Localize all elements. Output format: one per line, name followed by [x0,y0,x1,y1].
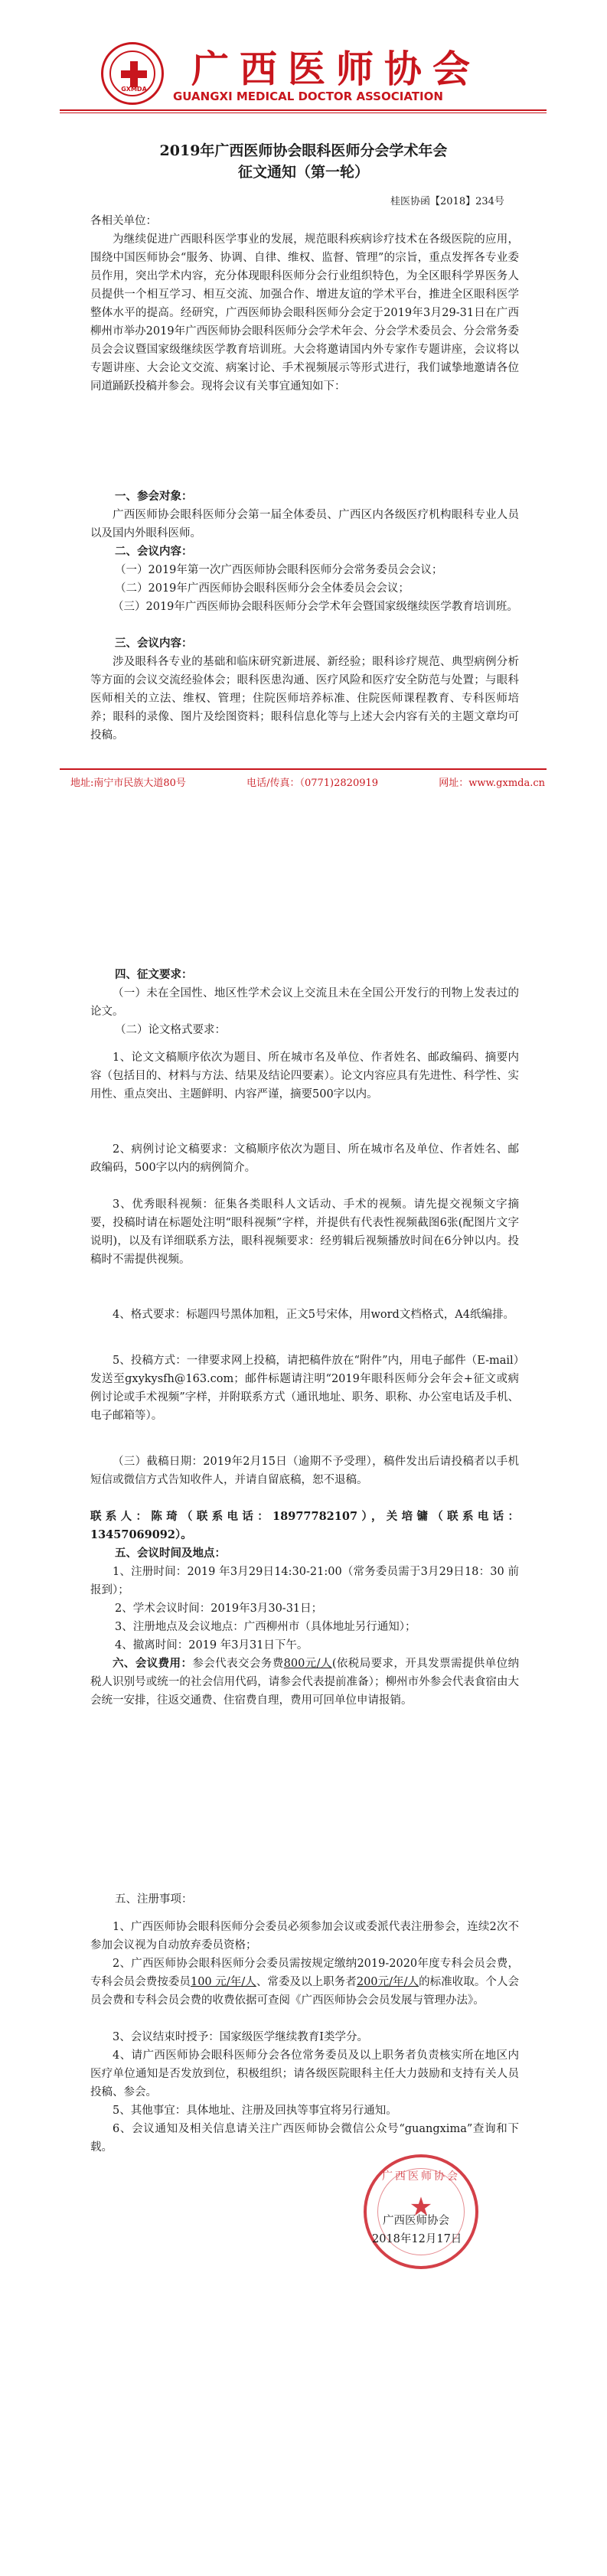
association-name-cn: 广西医师协会 [191,47,481,91]
signature-date: 2018年12月17日 [372,2233,462,2245]
member-dues: 100 元/年/人 [190,1976,256,1988]
seal-text: 广西医师协会 [382,2170,460,2183]
association-name-en: GUANGXI MEDICAL DOCTOR ASSOCIATION [173,90,443,103]
section-4-heading: 四、征文要求： [115,968,193,981]
schedule-item: 1、注册时间：2019 年3月29日14:30-21:00（常务委员需于3月29日18：30 前报到）； [90,1566,519,1596]
signature-org: 广西医师协会 [383,2215,449,2227]
section-6-fees [90,1655,519,1710]
section-2-heading: 二、会议内容： [115,545,193,558]
registration-item: 4、请广西医师协会眼科医师分会各位常务委员及以上职务者负责核实所在地区内医疗单位通知是否发放到位，积极组织；请各级医院眼科主任大力鼓励和支持有关人员投稿、参会。 [90,2049,519,2098]
registration-item: 1、广西医师协会眼科医师分会委员必须参加会议或委派代表注册参会，连续2次不参加会议视为自动放弃委员资格； [90,1921,519,1952]
footer-address: 地址:南宁市民族大道80号 [70,778,186,789]
intro-paragraph: 为继续促进广西眼科医学事业的发展，规范眼科疾病诊疗技术在各级医院的应用，围绕中国医师协会“服务、协调、自律、维权、监督、管理”的宗旨，重点发挥各专业委员作用，突出学术内容，充分体现眼科医师分会行业组织特色，为全区眼科学界医务人员提供一个相互学习、相互交流、加强合作、增进友谊的学术平台，推进全区眼科医学整体水平的提高。经研究，广西医师协会眼科医师分会定于2019年3月29-31日在广西柳州市举办2019年广西医师协会眼科医师分会学术年会、分会学术委员会、分会常务委员会会议暨国家级继续医学教育培训班。大会将邀请国内外专家作专题讲座，会议将以专题讲座、大会论文交流、病案讨论、手术视频展示等形式进行，我们诚挚地邀请各位同道踊跃投稿并参会。现将会议有关事宜通知如下： [90,233,519,393]
section-4-style-format: 4、格式要求：标题四号黑体加粗，正文5号宋体，用word文档格式，A4纸编排。 [113,1309,514,1321]
section-4-video-format: 3、优秀眼科视频：征集各类眼科人文话动、手术的视频。请先提交视频文字摘要，投稿时请在标题处注明“眼科视频”字样，并提供有代表性视频截图6张(配图片文字说明)，以及有详细联系方法，眼科视频要求：经剪辑后视频播放时间在6分钟以内。投稿时不需提供视频。 [90,1198,519,1266]
section-6-heading: 六、会议费用： [113,1657,193,1670]
section-4-submission: 5、投稿方式：一律要求网上投稿，请把稿件放在“附件”内，用电子邮件（E-mail）发送至gxykysfh@163.com；邮件标题请注明“2019年眼科医师分会年会+征文或病例讨论或手术视频”字样，并附联系方式（通讯地址、职务、职称、办公室电话及手机、电子邮箱等）。 [90,1355,519,1422]
fee-text-post: (依税局要求，开具发票需提供单位纳税人识别号或统一的社会信用代码，请参会代表提前准备）；柳州市外参会代表食宿由大会统一安排，往返交通费、住宿费自理，费用可回单位申请报销。 [90,1658,520,1707]
executive-dues: 200元/年/人 [356,1976,419,1988]
registration-item [90,1955,519,2010]
header-divider [60,109,547,111]
fee-text-pre: 参会代表交会务费 [192,1658,284,1670]
star-icon: ★ [409,2192,433,2222]
section-4-case-format: 2、病例讨论文稿要求：文稿顺序依次为题目、所在城市名及单位、作者姓名、邮政编码，500字以内的病例简介。 [90,1143,519,1174]
registration-item: 6、会议通知及相关信息请关注广西医师协会微信公众号“guangxima”查询和下载。 [90,2123,519,2154]
schedule-item: 2、学术会议时间：2019年3月30-31日； [115,1603,323,1615]
registration-item: 3、会议结束时授予：国家级医学继续教育I类学分。 [113,2031,368,2043]
dues-text: 的标准收取。个人会员会费和专科会员会费的收费依据可查阅《广西医师协会会员发展与管理办法》。 [90,1976,520,2007]
registration-item: 5、其他事宜：具体地址、注册及回执等事宜将另行通知。 [113,2105,397,2117]
dues-text: 、常委及以上职务者 [256,1976,357,1988]
document-number: 桂医协函【2018】234号 [390,196,504,207]
section-2-item: （三）2019年广西医师协会眼科医师分会学术年会暨国家级继续医学教育培训班。 [113,601,518,613]
section-4-deadline: （三）截稿日期：2019年2月15日（逾期不予受理），稿件发出后请投稿者以手机短信或微信方式告知收件人，并请自留底稿，恕不退稿。 [90,1456,519,1486]
section-5-heading: 五、会议时间及地点： [115,1547,226,1560]
section-2-item: （二）2019年广西医师协会眼科医师分会全体委员会会议； [115,582,410,595]
footer-divider [60,768,547,770]
logo-abbreviation: GXMDA [121,86,147,93]
section-4-requirement-1: （一）未在全国性、地区性学术会议上交流且未在全国公开发行的刊物上发表过的论文。 [90,987,519,1018]
section-4-format-heading: （二）论文格式要求： [115,1024,226,1036]
section-1-heading: 一、参会对象： [115,490,193,503]
footer-website: 网址：www.gxmda.cn [439,778,545,789]
salutation: 各相关单位： [90,215,157,227]
notice-title: 2019年广西医师协会眼科医师分会学术年会 [159,142,448,159]
section-4-paper-format: 1、论文文稿顺序依次为题目、所在城市名及单位、作者姓名、邮政编码、摘要内容（包括目的、材料与方法、结果及结论四要素）。论文内容应具有先进性、科学性、实用性、重点突出、主题鲜明、内容严谨，摘要500字以内。 [90,1052,519,1101]
header-divider-thin [60,112,547,113]
section-7-heading: 五、注册事项： [115,1893,193,1906]
notice-subtitle: 征文通知（第一轮） [237,164,369,181]
logo-ring [109,51,155,96]
fee-amount: 800元/人 [283,1658,332,1670]
section-3-heading: 三、会议内容： [115,637,193,650]
section-3-text: 涉及眼科各专业的基础和临床研究新进展、新经验；眼科诊疗规范、典型病例分析等方面的会议交流经验体会；眼科医患沟通、医疗风险和医疗安全防范与处置；与眼科医师相关的立法、维权、管理；住院医师培养标准、住院医师课程教育、专科医师培养；眼科的录像、图片及绘图资料；眼科信息化等与上述大会内容有关的主题文章均可投稿。 [90,656,519,742]
footer-fax: 电话/传真：（0771)2820919 [246,778,379,789]
section-4-contacts: 联系人：陈琦（联系电话：18977782107），关培镛（联系电话：13457069092）。 [90,1510,519,1541]
section-1-text: 广西医师协会眼科医师分会第一届全体委员、广西区内各级医疗机构眼科专业人员以及国内外眼科医师。 [90,509,519,540]
schedule-item: 3、注册地点及会议地点：广西柳州市（具体地址另行通知）； [115,1621,416,1633]
association-logo [101,42,164,105]
page-footer [70,774,545,789]
cross-icon-bar [121,70,147,78]
dues-text: 2、广西医师协会眼科医师分会委员需按规定缴纳2019-2020年度专科会员会费，专科会员会费按委员 [90,1958,519,1988]
section-2-item: （一）2019年第一次广西医师协会眼科医师分会常务委员会会议； [115,564,443,576]
schedule-item: 4、撤离时间：2019 年3月31日下午。 [115,1639,308,1652]
